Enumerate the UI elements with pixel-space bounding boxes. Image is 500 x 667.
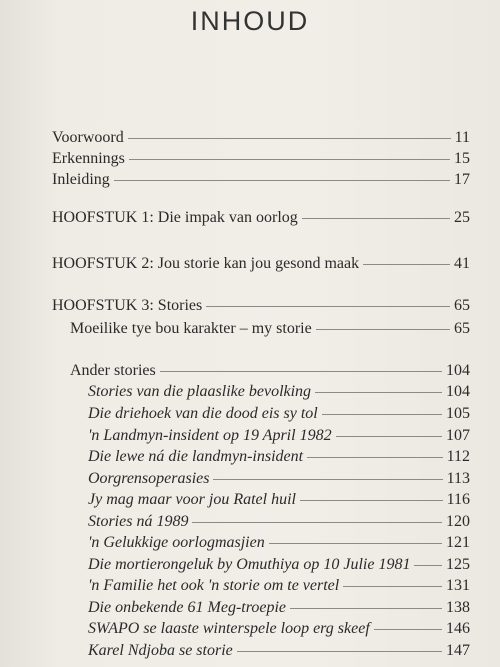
toc-entry-ander-stories — [70, 360, 470, 382]
toc-title: Inleiding — [52, 171, 110, 188]
leader-line — [192, 522, 442, 523]
leader-line — [414, 565, 442, 566]
toc-entry-stories-na-1989 — [88, 511, 470, 533]
leader-line — [322, 414, 442, 415]
toc-title: 'n Landmyn-insident op 19 April 1982 — [88, 427, 332, 444]
toc-page-number: 131 — [446, 577, 470, 594]
toc-page-number: 146 — [446, 620, 470, 637]
toc-page-number: 121 — [446, 534, 470, 551]
toc-entry-driehoek — [88, 403, 470, 425]
toc-title: Moeilike tye bou karakter – my storie — [70, 320, 312, 337]
toc-page-number: 25 — [454, 209, 470, 226]
toc-page-number: 17 — [454, 171, 470, 188]
toc-title: SWAPO se laaste winterspele loop erg skeef — [88, 620, 370, 637]
leader-line — [315, 392, 442, 393]
leader-line — [206, 306, 450, 307]
toc-page-number: 116 — [446, 491, 470, 508]
toc-entry-landmyn-insident — [88, 425, 470, 447]
leader-line — [128, 138, 451, 139]
toc-page-number: 15 — [454, 150, 470, 167]
toc-entry-ratel — [88, 489, 470, 511]
toc-page-number: 113 — [446, 470, 470, 487]
toc-title: Stories ná 1989 — [88, 513, 189, 530]
toc-entry-oorgrensoperasies — [88, 468, 470, 490]
leader-line — [307, 457, 443, 458]
toc-title: HOOFSTUK 2: Jou storie kan jou gesond maak — [52, 255, 360, 272]
toc-page-number: 120 — [446, 513, 470, 530]
leader-line — [374, 629, 442, 630]
page-title: INHOUD — [190, 6, 310, 36]
leader-line — [336, 436, 442, 437]
leader-line — [316, 329, 450, 330]
toc-title: Voorwoord — [52, 129, 124, 146]
leader-line — [269, 543, 442, 544]
toc-entry-moeilike-tye — [70, 318, 470, 340]
toc-title: Die lewe ná die landmyn-insident — [88, 448, 304, 465]
toc-entry-karel-ndjoba — [88, 640, 470, 662]
toc-entry-hoofstuk-1 — [52, 207, 470, 229]
leader-line — [302, 218, 450, 219]
toc-entry-lewe-na — [88, 446, 470, 468]
leader-line — [114, 180, 450, 181]
toc-entry-swapo — [88, 618, 470, 640]
toc-title: Karel Ndjoba se storie — [88, 642, 233, 659]
toc-title: Die driehoek van die dood eis sy tol — [88, 405, 318, 422]
toc-entry-familie — [88, 575, 470, 597]
toc-title: Oorgrensoperasies — [88, 470, 210, 487]
toc-page-number: 104 — [446, 383, 470, 400]
toc-entry-oorlogmasjien — [88, 532, 470, 554]
toc-title: Die mortierongeluk by Omuthiya op 10 Julie 1981 — [88, 556, 411, 573]
toc-title: 'n Familie het ook 'n storie om te vertel — [88, 577, 340, 594]
leader-line — [290, 608, 442, 609]
toc-page-number: 147 — [446, 642, 470, 659]
toc-entry-hoofstuk-3 — [52, 295, 470, 317]
toc-entry-inleiding — [52, 169, 470, 191]
toc-page-number: 112 — [446, 448, 470, 465]
toc-entry-hoofstuk-2 — [52, 253, 470, 275]
leader-line — [160, 371, 442, 372]
toc-entry-stories-plaaslike — [88, 381, 470, 403]
leader-line — [343, 586, 442, 587]
toc-entry-meg-troepie — [88, 597, 470, 619]
toc-title: HOOFSTUK 3: Stories — [52, 297, 203, 314]
toc-title: Stories van die plaaslike bevolking — [88, 383, 312, 400]
toc-entry-erkennings — [52, 148, 470, 170]
toc-title: Jy mag maar voor jou Ratel huil — [88, 491, 296, 508]
toc-title: HOOFSTUK 1: Die impak van oorlog — [52, 209, 298, 226]
leader-line — [300, 500, 443, 501]
toc-page-number: 105 — [446, 405, 470, 422]
toc-page-number: 41 — [454, 255, 470, 272]
toc-page-number: 65 — [454, 320, 470, 337]
toc-page-number: 125 — [446, 556, 470, 573]
toc-title: Ander stories — [70, 362, 156, 379]
leader-line — [129, 159, 450, 160]
toc-page-number: 107 — [446, 427, 470, 444]
leader-line — [237, 651, 442, 652]
toc-page-number: 138 — [446, 599, 470, 616]
toc-page-number: 104 — [446, 362, 470, 379]
toc-entry-voorwoord — [52, 127, 470, 149]
leader-line — [213, 479, 442, 480]
toc-page-number: 65 — [454, 297, 470, 314]
leader-line — [363, 264, 450, 265]
toc-title: Erkennings — [52, 150, 125, 167]
toc-page-number: 11 — [454, 129, 470, 146]
toc-entry-mortierongeluk — [88, 554, 470, 576]
toc-title: Die onbekende 61 Meg-troepie — [88, 599, 286, 616]
toc-title: 'n Gelukkige oorlogmasjien — [88, 534, 265, 551]
